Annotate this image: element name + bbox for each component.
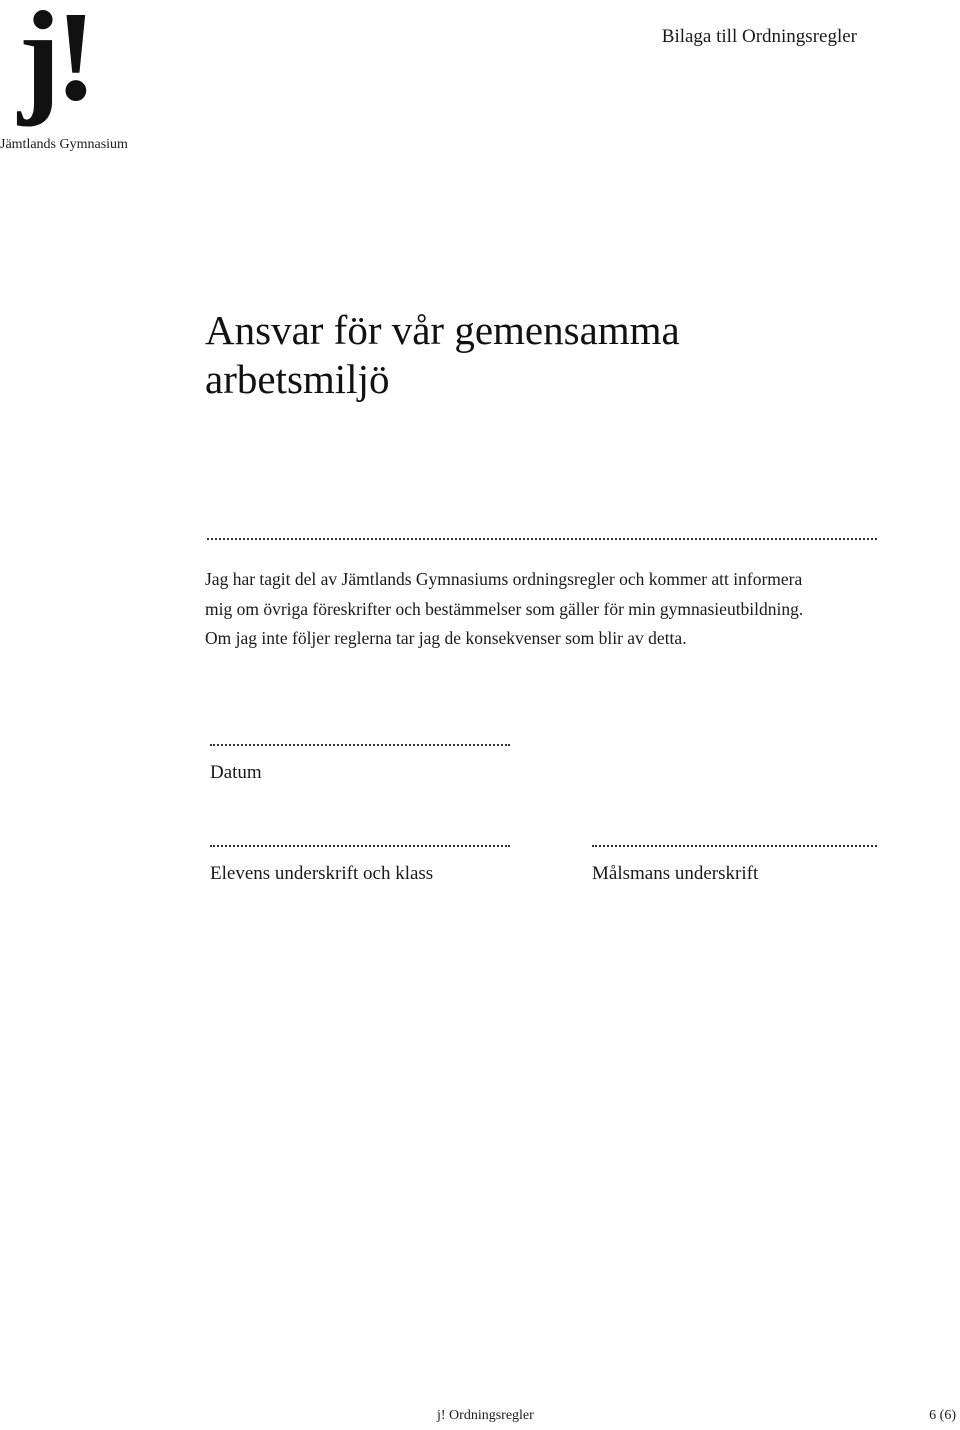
school-logo-name: Jämtlands Gymnasium — [0, 137, 128, 152]
student-signature-line[interactable] — [210, 845, 510, 847]
statement-line-3: Om jag inte följer reglerna tar jag de konsekvenser som blir av detta. — [205, 628, 687, 648]
guardian-signature-line[interactable] — [592, 845, 877, 847]
footer-page-number: 6 (6) — [929, 1408, 956, 1423]
dotted-separator — [207, 538, 877, 540]
page-title-line-1: Ansvar för vår gemensamma — [205, 307, 680, 353]
statement-line-2: mig om övriga föreskrifter och bestämmelser som gäller för min gymnasieutbildning. — [205, 598, 804, 619]
school-logo-mark: j! — [18, 0, 92, 127]
agreement-statement — [205, 565, 885, 654]
date-signature-line[interactable] — [210, 744, 510, 746]
student-signature-label: Elevens underskrift och klass — [210, 863, 434, 884]
page-title-line-2: arbetsmiljö — [205, 356, 390, 402]
guardian-signature-label: Målsmans underskrift — [592, 863, 759, 884]
statement-line-1: Jag har tagit del av Jämtlands Gymnasiums ordningsregler och kommer att informera — [205, 569, 803, 589]
page-title — [205, 306, 680, 404]
document-header-title: Bilaga till Ordningsregler — [661, 26, 857, 47]
date-label: Datum — [210, 762, 262, 783]
footer-document-name: j! Ordningsregler — [437, 1408, 534, 1423]
